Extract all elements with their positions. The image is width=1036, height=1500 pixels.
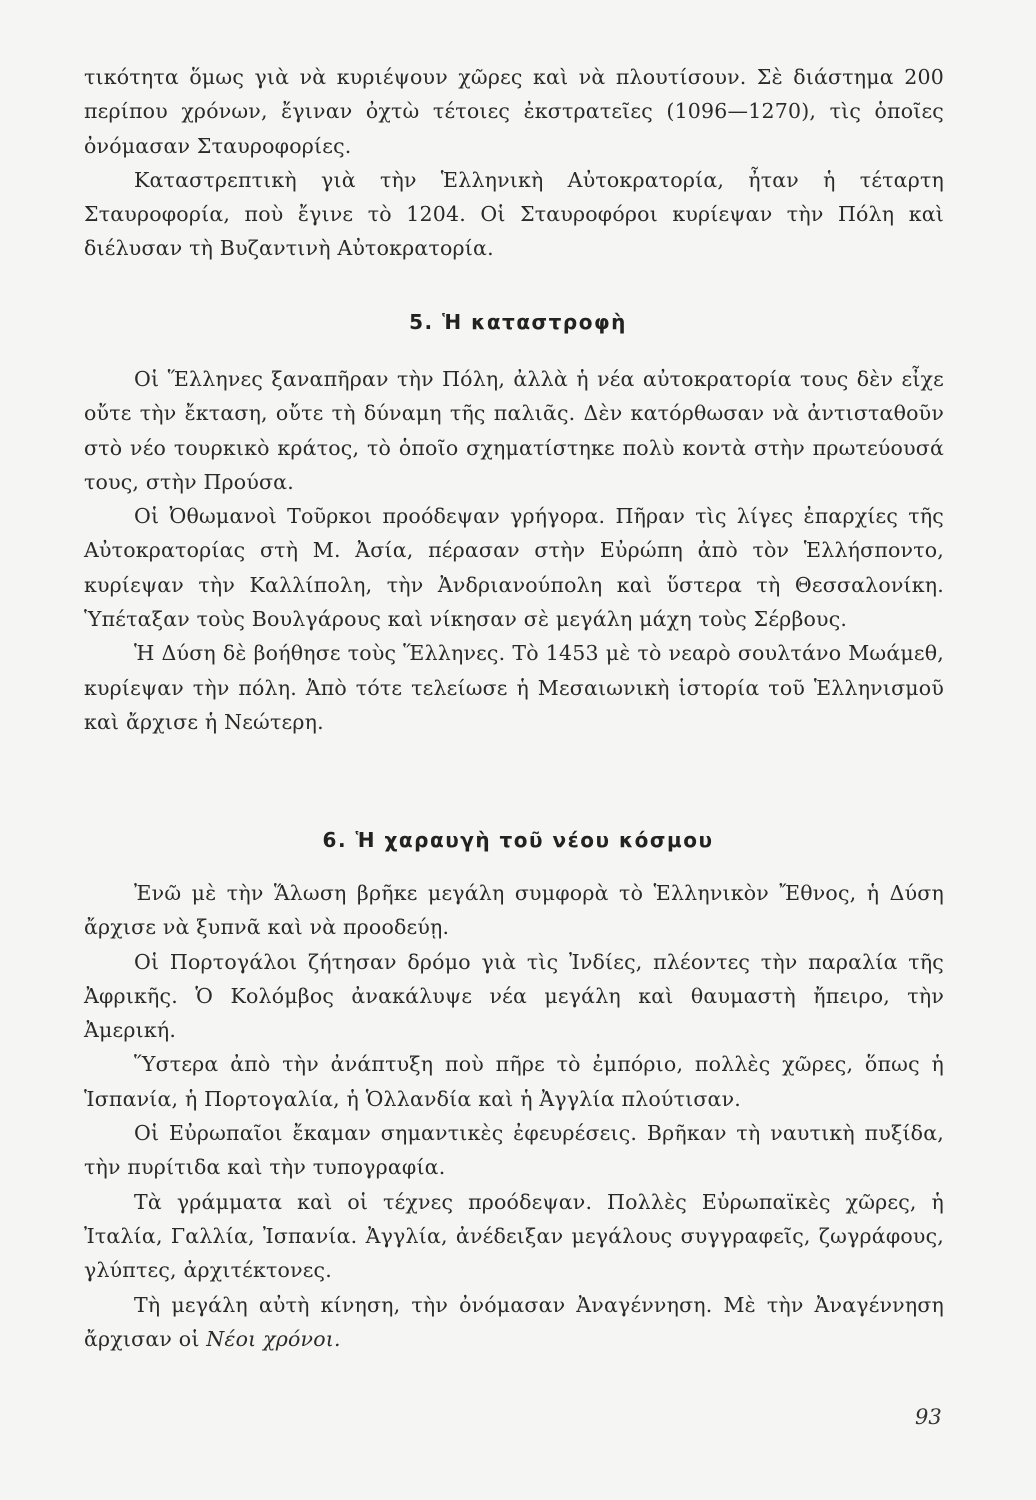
- section-5-paragraph-2: Οἱ Ὀθωμανοὶ Τοῦρκοι προόδεψαν γρήγορα. Πῆραν τὶς λίγες ἐπαρχίες τῆς Αὐτοκρατορίας στὴ Μ. Ἀσία, πέρασαν στὴν Εὐρώπη ἀπὸ τὸν Ἑλλήσποντο, κυρίεψαν τὴν Καλλίπολη, τὴν Ἀνδριανούπολη καὶ ὕστερα τὴ Θεσσαλονίκη. Ὑπέταξαν τοὺς Βουλγάρους καὶ νίκησαν σὲ μεγάλη μάχη τοὺς Σέρβους.: [84, 504, 944, 632]
- section-6-paragraph-6-text: Τὴ μεγάλη αὐτὴ κίνηση, τὴν ὀνόμασαν Ἀναγέννηση. Μὲ τὴν Ἀναγέννηση ἄρχισαν οἱ: [84, 1292, 944, 1351]
- section-5-text-block: [84, 362, 944, 739]
- section-6-paragraph-4: Οἱ Εὐρωπαῖοι ἔκαμαν σημαντικὲς ἐφευρέσεις. Βρῆκαν τὴ ναυτικὴ πυξίδα, τὴν πυρίτιδα καὶ τὴν τυπογραφία.: [84, 1121, 944, 1180]
- section-5-paragraph-3: Ἡ Δύση δὲ βοήθησε τοὺς Ἕλληνες. Τὸ 1453 μὲ τὸ νεαρὸ σουλτάνο Μωάμεθ, κυρίεψαν τὴν πόλη. Ἀπὸ τότε τελείωσε ἡ Μεσαιωνικὴ ἱστορία τοῦ Ἑλληνισμοῦ καὶ ἄρχισε ἡ Νεώτερη.: [84, 641, 944, 734]
- intro-paragraph-1: τικότητα ὅμως γιὰ νὰ κυριέψουν χῶρες καὶ νὰ πλουτίσουν. Σὲ διάστημα 200 περίπου χρόνων, ἔγιναν ὀχτὼ τέτοιες ἐκστρατεῖες (1096—1270), τὶς ὁποῖες ὀνόμασαν Σταυροφορίες.: [84, 65, 944, 158]
- section-6-heading: 6. Ἡ χαραυγὴ τοῦ νέου κόσμου: [322, 828, 714, 852]
- section-6-paragraph-6-italic: Νέοι χρόνοι.: [206, 1326, 341, 1351]
- section-6-text-block: [84, 876, 944, 1356]
- page-number: 93: [915, 1405, 942, 1429]
- section-6-paragraph-1: Ἐνῶ μὲ τὴν Ἅλωση βρῆκε μεγάλη συμφορὰ τὸ Ἑλληνικὸν Ἔθνος, ἡ Δύση ἄρχισε νὰ ξυπνᾶ καὶ νὰ προοδεύῃ.: [84, 881, 944, 940]
- intro-text-block: [84, 60, 944, 266]
- section-6-paragraph-2: Οἱ Πορτογάλοι ζήτησαν δρόμο γιὰ τὶς Ἰνδίες, πλέοντες τὴν παραλία τῆς Ἀφρικῆς. Ὁ Κολόμβος ἀνακάλυψε νέα μεγάλη καὶ θαυμαστὴ ἤπειρο, τὴν Ἀμερική.: [84, 949, 944, 1043]
- section-5-paragraph-1: Οἱ Ἕλληνες ξαναπῆραν τὴν Πόλη, ἀλλὰ ἡ νέα αὐτοκρατορία τους δὲν εἶχε οὔτε τὴν ἔκταση, οὔτε τὴ δύναμη τῆς παλιᾶς. Δὲν κατόρθωσαν νὰ ἀντισταθοῦν στὸ νέο τουρκικὸ κράτος, τὸ ὁποῖο σχηματίστηκε πολὺ κοντὰ στὴν πρωτεύουσά τους, στὴν Προύσα.: [84, 367, 944, 494]
- section-6-paragraph-3: Ὕστερα ἀπὸ τὴν ἀνάπτυξη ποὺ πῆρε τὸ ἐμπόριο, πολλὲς χῶρες, ὅπως ἡ Ἱσπανία, ἡ Πορτογαλία, ἡ Ὁλλανδία καὶ ἡ Ἀγγλία πλούτισαν.: [84, 1052, 944, 1111]
- section-6-paragraph-6: [84, 1288, 944, 1357]
- section-6-paragraph-5: Τὰ γράμματα καὶ οἱ τέχνες προόδεψαν. Πολλὲς Εὐρωπαϊκὲς χῶρες, ἡ Ἰταλία, Γαλλία, Ἰσπανία. Ἀγγλία, ἀνέδειξαν μεγάλους συγγραφεῖς, ζωγράφους, γλύπτες, ἀρχιτέκτονες.: [84, 1189, 944, 1283]
- section-5-heading: 5. Ἡ καταστροφὴ: [409, 310, 627, 334]
- intro-paragraph-2: Καταστρεπτικὴ γιὰ τὴν Ἑλληνικὴ Αὐτοκρατορία, ἦταν ἡ τέταρτη Σταυροφορία, ποὺ ἔγινε τὸ 1204. Οἱ Σταυροφόροι κυρίεψαν τὴν Πόλη καὶ διέλυσαν τὴ Βυζαντινὴ Αὐτοκρατορία.: [84, 167, 944, 261]
